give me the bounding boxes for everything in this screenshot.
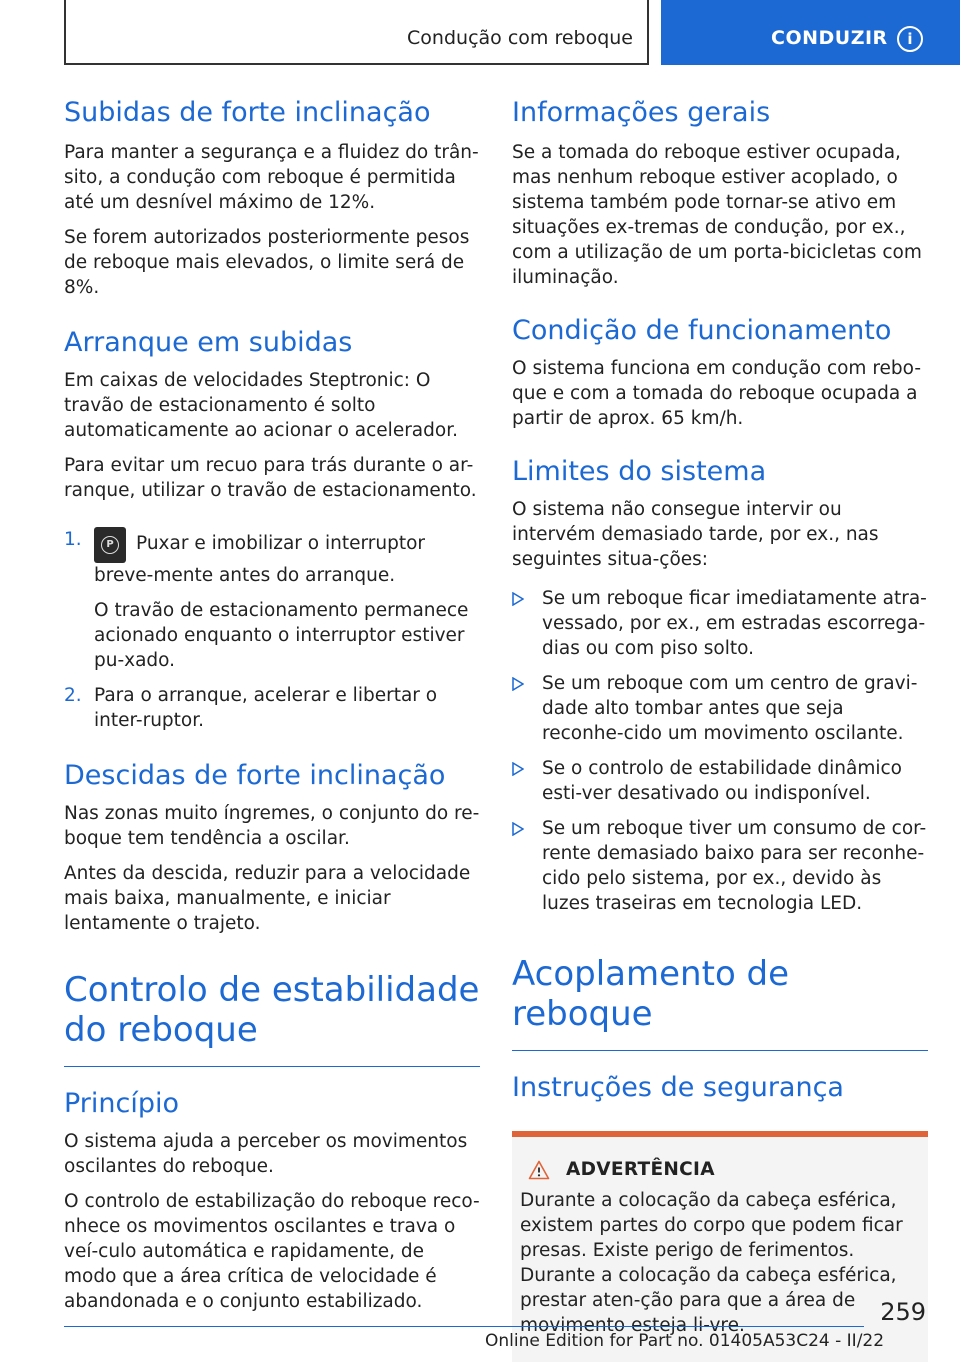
limits-list bbox=[512, 586, 928, 916]
heading-acoplamento: Acoplamento de reboque bbox=[512, 954, 790, 1034]
paragraph: Se forem autorizados posteriormente pesos de reboque mais elevados, o limite será de 8%. bbox=[64, 227, 470, 298]
paragraph: O sistema funciona em condução com rebo-que e com a tomada do reboque ocupada a partir de aprox. 65 km/h. bbox=[512, 358, 921, 429]
list-item bbox=[512, 756, 928, 806]
bullet-text: Se o controlo de estabilidade dinâmico esti-ver desativado ou indisponível. bbox=[542, 758, 902, 804]
info-circle-icon: i bbox=[897, 26, 923, 52]
step-number: 2. bbox=[64, 685, 82, 706]
heading-informacoes: Informações gerais bbox=[512, 97, 771, 128]
bullet-triangle-icon bbox=[512, 592, 524, 606]
left-column bbox=[64, 96, 480, 1314]
warning-title-row bbox=[520, 1159, 920, 1180]
paragraph: Antes da descida, reduzir para a velocidade mais baixa, manualmente, e iniciar lentamente o trajeto. bbox=[64, 863, 471, 934]
parking-brake-switch-icon bbox=[94, 527, 126, 563]
paragraph: Se a tomada do reboque estiver ocupada, mas nenhum reboque estiver acoplado, o sistema também pode tornar-se ativo em situações ex-tremas de condução, por ex., com a utilização de um porta-bicicletas com iluminação. bbox=[512, 142, 922, 288]
paragraph: O sistema não consegue intervir ou intervém demasiado tarde, por ex., nas seguintes situa-ções: bbox=[512, 499, 879, 570]
heading-condicao: Condição de funcionamento bbox=[512, 315, 892, 346]
step-text: Puxar e imobilizar o interruptor breve-mente antes do arranque. bbox=[94, 533, 425, 586]
heading-principio: Princípio bbox=[64, 1088, 180, 1119]
paragraph: Em caixas de velocidades Steptronic: O travão de estacionamento é solto automaticamente ao acionar o acelerador. bbox=[64, 370, 458, 441]
section-divider bbox=[512, 1050, 928, 1051]
list-item bbox=[64, 683, 480, 733]
list-item bbox=[512, 816, 928, 916]
page-number: 259 bbox=[880, 1298, 926, 1326]
bullet-text: Se um reboque ficar imediatamente atra-vessado, por ex., em estradas escorrega-dias ou com piso solto. bbox=[542, 588, 927, 659]
footer-divider bbox=[64, 1326, 864, 1327]
warning-text: Durante a colocação da cabeça esférica, existem partes do corpo que podem ficar presas. Existe perigo de ferimentos. Durante a colocação da cabeça esférica, prestar aten-ção para que a área de movimento esteja li-vre. bbox=[520, 1190, 903, 1336]
list-item bbox=[64, 527, 480, 673]
list-item bbox=[512, 586, 928, 661]
heading-limites: Limites do sistema bbox=[512, 456, 767, 487]
heading-controlo-estabilidade: Controlo de estabilidade do reboque bbox=[64, 970, 480, 1050]
paragraph: O controlo de estabilização do reboque reco-nhece os movimentos oscilantes e trava o veí-culo automática e rapidamente, de modo que a área crítica de velocidade é abandonada e o conjunto estabilizado. bbox=[64, 1191, 480, 1312]
header-section-tab bbox=[64, 0, 649, 65]
heading-descidas: Descidas de forte inclinação bbox=[64, 760, 446, 791]
warning-title: ADVERTÊNCIA bbox=[566, 1159, 715, 1180]
heading-arranque: Arranque em subidas bbox=[64, 327, 353, 358]
header-chapter-tab bbox=[661, 0, 960, 65]
paragraph: O sistema ajuda a perceber os movimentos oscilantes do reboque. bbox=[64, 1131, 468, 1177]
section-divider bbox=[64, 1066, 480, 1067]
steps-list bbox=[64, 527, 480, 733]
step-subtext: O travão de estacionamento permanece acionado enquanto o interruptor estiver pu-xado. bbox=[94, 600, 469, 671]
bullet-triangle-icon bbox=[512, 677, 524, 691]
step-text: Para o arranque, acelerar e libertar o inter-ruptor. bbox=[94, 685, 438, 731]
paragraph: Para evitar um recuo para trás durante o ar-ranque, utilizar o travão de estacionamento. bbox=[64, 455, 477, 501]
bullet-text: Se um reboque com um centro de gravi-dade alto tombar antes que seja reconhe-cido um movimento oscilante. bbox=[542, 673, 918, 744]
edition-note: Online Edition for Part no. 01405A53C24 - II/22 bbox=[485, 1331, 885, 1351]
step-number: 1. bbox=[64, 529, 82, 550]
header-chapter-title: CONDUZIR bbox=[771, 27, 888, 49]
heading-instrucoes: Instruções de segurança bbox=[512, 1072, 844, 1103]
bullet-text: Se um reboque tiver um consumo de cor-rente demasiado baixo para ser reconhe-cido pelo sistema, por ex., devido às luzes traseiras em tecnologia LED. bbox=[542, 818, 927, 914]
warning-box bbox=[512, 1131, 928, 1362]
warning-triangle-icon bbox=[528, 1160, 550, 1180]
heading-subidas: Subidas de forte inclinação bbox=[64, 97, 431, 128]
parking-brake-glyph: P bbox=[101, 536, 119, 554]
paragraph: Nas zonas muito íngremes, o conjunto do re-boque tem tendência a oscilar. bbox=[64, 803, 480, 849]
header-section-title: Condução com reboque bbox=[407, 27, 633, 49]
paragraph: Para manter a segurança e a fluidez do trân-sito, a condução com reboque é permitida até um desnível máximo de 12%. bbox=[64, 142, 479, 213]
bullet-triangle-icon bbox=[512, 822, 524, 836]
right-column bbox=[512, 96, 928, 1362]
bullet-triangle-icon bbox=[512, 762, 524, 776]
list-item bbox=[512, 671, 928, 746]
